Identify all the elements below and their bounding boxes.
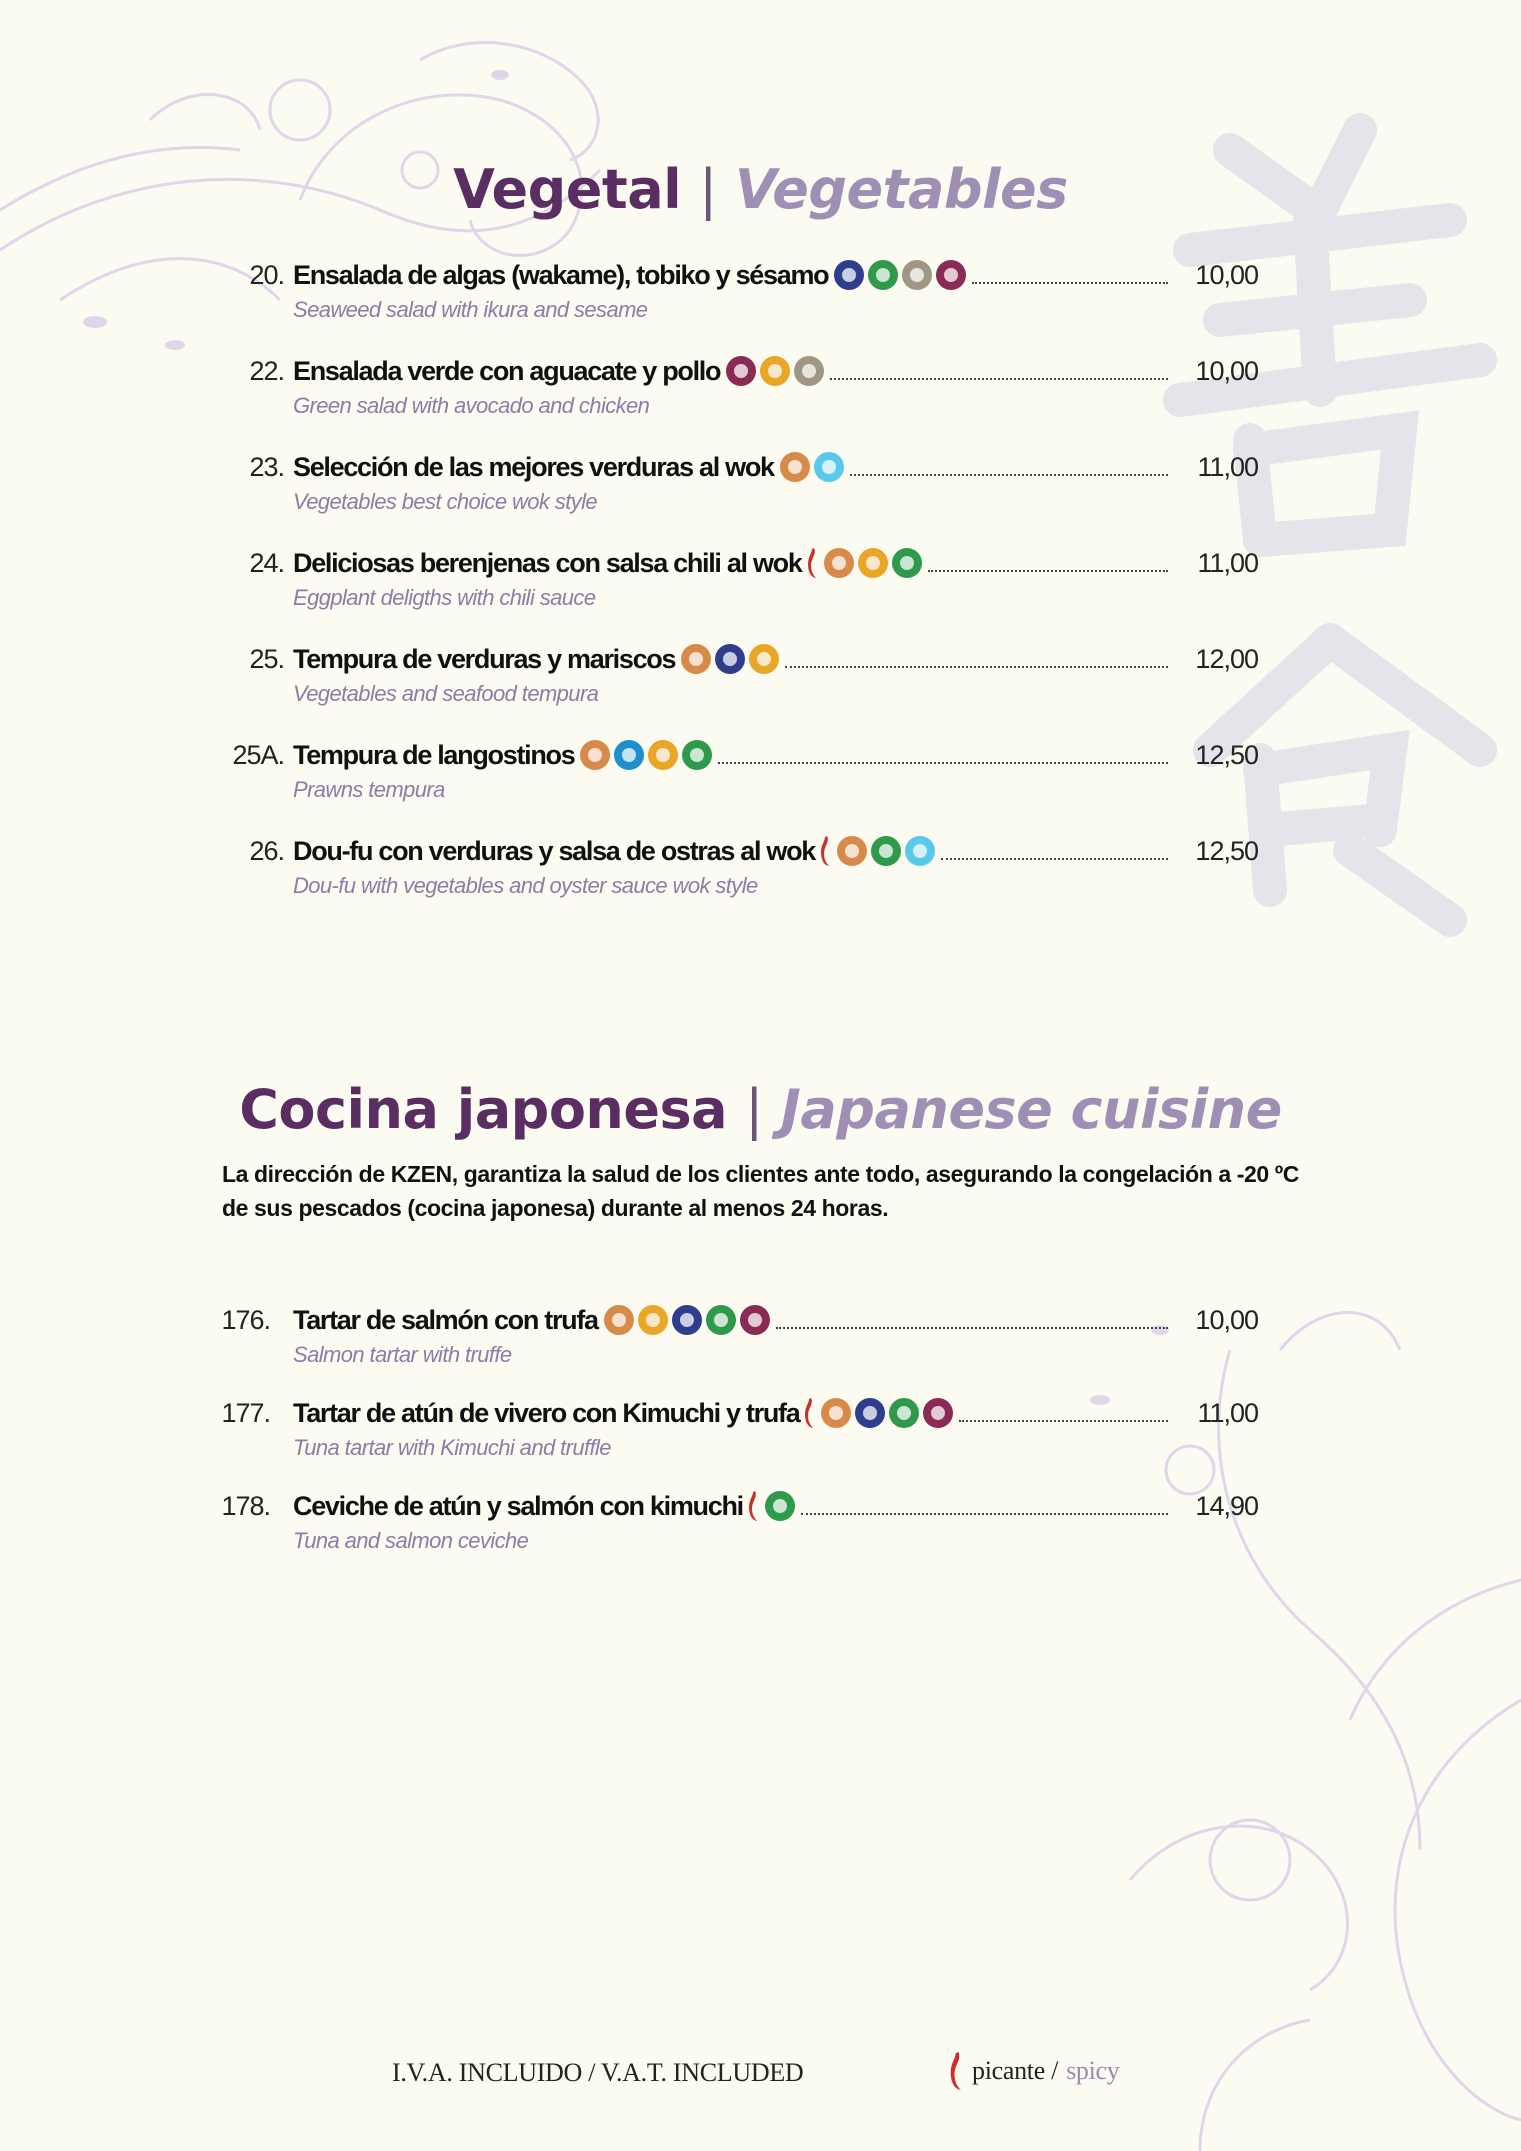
item-price: 11,00	[1197, 1398, 1258, 1428]
item-translation: Tuna and salmon ceviche	[293, 1528, 529, 1553]
item-line	[293, 1486, 1168, 1526]
item-name: Selección de las mejores verduras al wok	[293, 452, 774, 482]
sulfites-icon	[740, 1305, 770, 1335]
menu-item	[0, 1393, 1521, 1473]
item-name: Dou-fu con verduras y salsa de ostras al wok	[293, 836, 815, 866]
menu-item	[0, 831, 1521, 911]
item-price: 11,00	[1197, 452, 1258, 482]
item-name: Ensalada verde con aguacate y pollo	[293, 356, 721, 386]
menu-item	[0, 1486, 1521, 1566]
item-translation: Seaweed salad with ikura and sesame	[293, 297, 648, 322]
egg-icon	[858, 548, 888, 578]
allergen-icons	[681, 644, 779, 674]
item-name: Tartar de salmón con trufa	[293, 1305, 598, 1335]
item-number: 20.	[249, 260, 284, 290]
item-price: 10,00	[1195, 356, 1258, 386]
mollusc-icon	[814, 452, 844, 482]
allergen-icons	[765, 1491, 795, 1521]
item-number: 22.	[249, 356, 284, 386]
gluten-icon	[604, 1305, 634, 1335]
item-number: 176.	[221, 1305, 270, 1335]
chili-icon	[821, 836, 831, 866]
item-line	[293, 1300, 1168, 1340]
menu-item	[0, 543, 1521, 623]
item-name: Tartar de atún de vivero con Kimuchi y trufa	[293, 1398, 800, 1428]
title-en: Vegetables	[734, 158, 1068, 221]
soy-icon	[889, 1398, 919, 1428]
sulfites-icon	[923, 1398, 953, 1428]
section-title-japanese	[0, 1078, 1521, 1141]
dot-leader	[928, 570, 1168, 572]
item-number: 25A.	[232, 740, 284, 770]
item-number: 23.	[249, 452, 284, 482]
gluten-icon	[681, 644, 711, 674]
item-line	[293, 831, 1168, 871]
allergen-icons	[837, 836, 935, 866]
item-price: 12,50	[1195, 836, 1258, 866]
dot-leader	[972, 282, 1168, 284]
spicy-legend	[950, 2052, 1119, 2090]
gluten-icon	[780, 452, 810, 482]
dot-leader	[776, 1327, 1168, 1329]
item-line	[293, 543, 1168, 583]
item-translation: Tuna tartar with Kimuchi and truffle	[293, 1435, 611, 1460]
item-number: 178.	[221, 1491, 270, 1521]
item-number: 177.	[221, 1398, 270, 1428]
freezing-notice	[222, 1157, 1342, 1225]
item-number: 26.	[249, 836, 284, 866]
fish-icon	[855, 1398, 885, 1428]
soy-icon	[706, 1305, 736, 1335]
title-separator: |	[745, 1078, 763, 1141]
menu-item	[0, 735, 1521, 815]
allergen-icons	[824, 548, 922, 578]
item-line	[293, 639, 1168, 679]
item-translation: Vegetables best choice wok style	[293, 489, 598, 514]
item-translation: Green salad with avocado and chicken	[293, 393, 650, 418]
item-price: 12,50	[1195, 740, 1258, 770]
chili-icon	[749, 1491, 759, 1521]
egg-icon	[760, 356, 790, 386]
dot-leader	[801, 1513, 1168, 1515]
allergen-icons	[780, 452, 844, 482]
item-line	[293, 351, 1168, 391]
chili-icon	[950, 2052, 964, 2090]
item-price: 14,90	[1195, 1491, 1258, 1521]
egg-icon	[638, 1305, 668, 1335]
dot-leader	[718, 762, 1168, 764]
allergen-icons	[580, 740, 712, 770]
title-separator: |	[699, 158, 717, 221]
item-number: 25.	[249, 644, 284, 674]
chili-icon	[808, 548, 818, 578]
allergen-icons	[834, 260, 966, 290]
sesame-icon	[902, 260, 932, 290]
menu-item	[0, 1300, 1521, 1380]
chili-icon	[805, 1398, 815, 1428]
item-number: 24.	[249, 548, 284, 578]
spicy-label-es: picante /	[972, 2056, 1059, 2085]
item-line	[293, 1393, 1168, 1433]
dot-leader	[785, 666, 1168, 668]
soy-icon	[682, 740, 712, 770]
item-line	[293, 735, 1168, 775]
mollusc-icon	[905, 836, 935, 866]
gluten-icon	[824, 548, 854, 578]
item-name: Tempura de langostinos	[293, 740, 575, 770]
allergen-icons	[821, 1398, 953, 1428]
item-translation: Prawns tempura	[293, 777, 445, 802]
egg-icon	[648, 740, 678, 770]
notice-line: La dirección de KZEN, garantiza la salud de los clientes ante todo, asegurando la congelación a -20 ºC	[222, 1161, 1299, 1187]
soy-icon	[765, 1491, 795, 1521]
vat-notice: I.V.A. INCLUIDO / V.A.T. INCLUDED	[392, 2058, 804, 2087]
item-translation: Eggplant deligths with chili sauce	[293, 585, 596, 610]
title-en: Japanese cuisine	[780, 1078, 1282, 1141]
gluten-icon	[821, 1398, 851, 1428]
item-price: 10,00	[1195, 260, 1258, 290]
item-translation: Salmon tartar with truffe	[293, 1342, 512, 1367]
gluten-icon	[837, 836, 867, 866]
item-name: Tempura de verduras y mariscos	[293, 644, 676, 674]
allergen-icons	[604, 1305, 770, 1335]
title-es: Vegetal	[453, 158, 682, 221]
item-name: Ceviche de atún y salmón con kimuchi	[293, 1491, 743, 1521]
fish-icon	[834, 260, 864, 290]
item-price: 10,00	[1195, 1305, 1258, 1335]
sulfites-icon	[936, 260, 966, 290]
notice-line: de sus pescados (cocina japonesa) durante al menos 24 horas.	[222, 1195, 889, 1221]
egg-icon	[749, 644, 779, 674]
title-es: Cocina japonesa	[239, 1078, 728, 1141]
sesame-icon	[794, 356, 824, 386]
fish-icon	[672, 1305, 702, 1335]
menu-item	[0, 447, 1521, 527]
sulfites-icon	[726, 356, 756, 386]
soy-icon	[868, 260, 898, 290]
spicy-label-en: spicy	[1066, 2056, 1120, 2085]
dot-leader	[830, 378, 1168, 380]
allergen-icons	[726, 356, 824, 386]
fish-icon	[715, 644, 745, 674]
item-name: Deliciosas berenjenas con salsa chili al wok	[293, 548, 802, 578]
gluten-icon	[580, 740, 610, 770]
dot-leader	[959, 1420, 1168, 1422]
item-line	[293, 447, 1168, 487]
section-title-vegetables	[0, 158, 1521, 221]
dot-leader	[941, 858, 1168, 860]
item-price: 11,00	[1197, 548, 1258, 578]
soy-icon	[871, 836, 901, 866]
soy-icon	[892, 548, 922, 578]
menu-item	[0, 255, 1521, 335]
item-translation: Dou-fu with vegetables and oyster sauce wok style	[293, 873, 758, 898]
item-price: 12,00	[1195, 644, 1258, 674]
item-translation: Vegetables and seafood tempura	[293, 681, 599, 706]
item-line	[293, 255, 1168, 295]
item-name: Ensalada de algas (wakame), tobiko y sésamo	[293, 260, 829, 290]
menu-item	[0, 351, 1521, 431]
dot-leader	[850, 474, 1168, 476]
crustacean-icon	[614, 740, 644, 770]
menu-item	[0, 639, 1521, 719]
